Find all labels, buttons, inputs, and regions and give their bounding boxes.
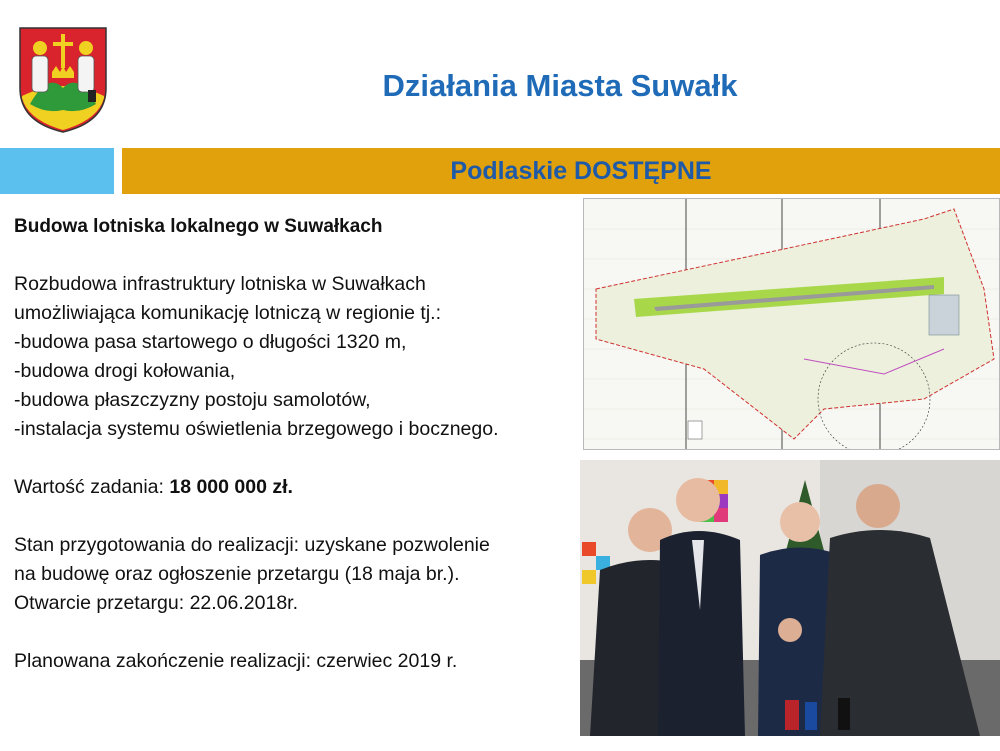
coat-of-arms-icon bbox=[18, 26, 108, 134]
status-line-3: Otwarcie przetargu: 22.06.2018r. bbox=[14, 592, 298, 614]
page-title: Działania Miasta Suwałk bbox=[382, 68, 738, 103]
status-line-2: na budowę oraz ogłoszenie przetargu (18 maja br.). bbox=[14, 563, 460, 585]
list-item: -budowa płaszczyzny postoju samolotów, bbox=[14, 389, 371, 411]
list-item: -budowa drogi kołowania, bbox=[14, 360, 236, 382]
list-item: -instalacja systemu oświetlenia brzegowego i bocznego. bbox=[14, 418, 499, 440]
intro-line-2: umożliwiająca komunikację lotniczą w regionie tj.: bbox=[14, 302, 442, 324]
intro-line-1: Rozbudowa infrastruktury lotniska w Suwałkach bbox=[14, 273, 426, 295]
section-title: Podlaskie DOSTĘPNE bbox=[450, 156, 712, 185]
content-text bbox=[14, 212, 584, 676]
value-label: Wartość zadania: bbox=[14, 476, 170, 498]
list-item: -budowa pasa startowego o długości 1320 m, bbox=[14, 331, 407, 353]
value-amount: 18 000 000 zł. bbox=[169, 476, 293, 498]
status-line-1: Stan przygotowania do realizacji: uzyskane pozwolenie bbox=[14, 534, 490, 556]
section-band bbox=[122, 148, 1000, 194]
value-line bbox=[14, 473, 584, 502]
handshake-photo bbox=[580, 460, 1000, 736]
completion-line: Planowana zakończenie realizacji: czerwiec 2019 r. bbox=[14, 650, 458, 672]
airport-site-plan-image bbox=[583, 198, 1000, 450]
content-heading: Budowa lotniska lokalnego w Suwałkach bbox=[14, 216, 383, 237]
accent-band-left bbox=[0, 148, 114, 194]
